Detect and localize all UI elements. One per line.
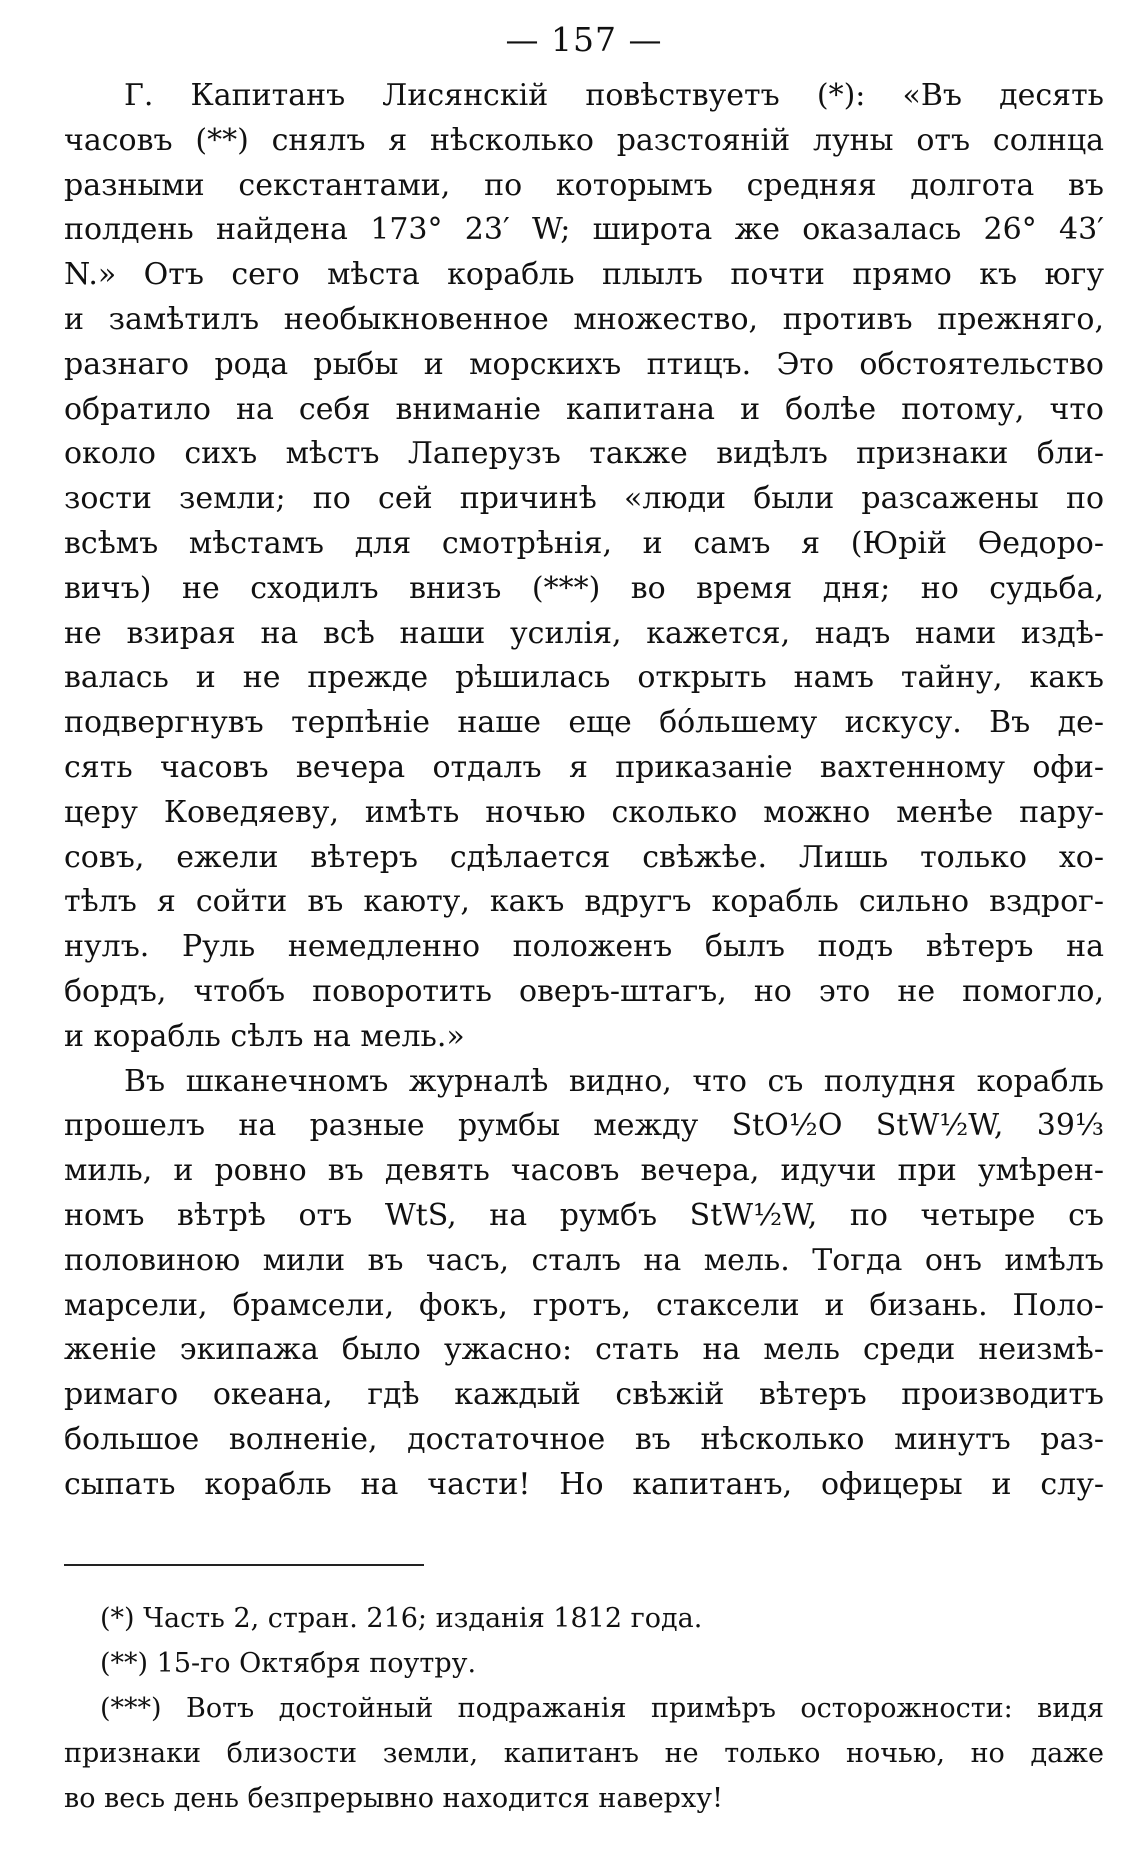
text-line: обратило на себя вниманіе капитана и болѣе потому, что — [64, 391, 1104, 427]
text-line: валась и не прежде рѣшилась открыть намъ тайну, какъ — [64, 660, 1104, 696]
footnote-divider — [64, 1564, 424, 1566]
text-line: N.» Отъ сего мѣста корабль плылъ почти прямо къ югу — [64, 257, 1104, 293]
text-line: и корабль сѣлъ на мель.» — [64, 1018, 465, 1054]
footnote-continuation: признаки близости земли, капитанъ не только ночью, но даже — [64, 1737, 1104, 1769]
page-number: — 157 — — [505, 20, 663, 59]
text-line: сять часовъ вечера отдалъ я приказаніе вахтенному офи- — [64, 749, 1104, 785]
text-line: женіе экипажа было ужасно: стать на мель среди неизмѣ- — [64, 1332, 1104, 1368]
footnote: (**) 15-го Октября поутру. — [100, 1647, 477, 1679]
footnotes — [64, 1596, 1104, 1821]
footnote: (***) Вотъ достойный подражанія примѣръ осторожности: видя — [100, 1692, 1104, 1724]
text-line: прошелъ на разные румбы между StO½O StW½W, 39⅓ — [64, 1108, 1104, 1144]
footnote: (*) Часть 2, стран. 216; изданія 1812 года. — [100, 1602, 703, 1634]
text-line: половиною мили въ часъ, сталъ на мель. Тогда онъ имѣлъ — [64, 1242, 1104, 1278]
text-line: тѣлъ я сойти въ каюту, какъ вдругъ корабль сильно вздрог- — [64, 884, 1104, 920]
text-line: номъ вѣтрѣ отъ WtS, на румбъ StW½W, по четыре съ — [64, 1197, 1104, 1233]
text-line: около сихъ мѣстъ Лаперузъ также видѣлъ признаки бли- — [64, 436, 1104, 472]
text-line: полдень найдена 173° 23′ W; широта же оказалась 26° 43′ — [64, 212, 1104, 248]
text-line: марсели, брамсели, фокъ, гротъ, стаксели и бизань. Поло- — [64, 1287, 1104, 1323]
text-line: большое волненіе, достаточное въ нѣсколько минутъ раз- — [64, 1421, 1104, 1457]
paragraph-1 — [64, 74, 1104, 1060]
text-line: нулъ. Руль немедленно положенъ былъ подъ вѣтеръ на — [64, 929, 1104, 965]
text-line: разными секстантами, по которымъ средняя долгота въ — [64, 167, 1104, 203]
text-line: часовъ (**) снялъ я нѣсколько разстояній луны отъ солнца — [64, 122, 1104, 158]
text-line: бордъ, чтобъ поворотить оверъ-штагъ, но это не помогло, — [64, 973, 1104, 1009]
text-line: римаго океана, гдѣ каждый свѣжій вѣтеръ производитъ — [64, 1377, 1104, 1413]
footnote-continuation: во весь день безпрерывно находится наверху! — [64, 1782, 723, 1814]
text-line: подвергнувъ терпѣніе наше еще бо́льшему искусу. Въ де- — [64, 705, 1104, 741]
text-line: и замѣтилъ необыкновенное множество, противъ прежняго, — [64, 301, 1104, 337]
text-line: вичъ) не сходилъ внизъ (***) во время дня; но судьба, — [64, 570, 1104, 606]
text-line: Г. Капитанъ Лисянскій повѣствуетъ (*): «Въ десять — [124, 78, 1104, 113]
text-line: всѣмъ мѣстамъ для смотрѣнія, и самъ я (Юрій Ѳедоро- — [64, 525, 1104, 561]
text-line: миль, и ровно въ девять часовъ вечера, идучи при умѣрен- — [64, 1153, 1104, 1189]
main-text — [64, 74, 1104, 1508]
text-line: разнаго рода рыбы и морскихъ птицъ. Это обстоятельство — [64, 346, 1104, 382]
text-line: не взирая на всѣ наши усилія, кажется, надъ нами издѣ- — [64, 615, 1104, 651]
book-page — [64, 18, 1104, 1848]
text-line: Въ шканечномъ журналѣ видно, что съ полудня корабль — [124, 1063, 1104, 1099]
text-line: сыпать корабль на части! Но капитанъ, офицеры и слу- — [64, 1466, 1104, 1502]
paragraph-2 — [64, 1060, 1104, 1508]
text-line: зости земли; по сей причинѣ «люди были разсажены по — [64, 481, 1104, 517]
text-line: совъ, ежели вѣтеръ сдѣлается свѣжѣе. Лишь только хо- — [64, 839, 1104, 875]
text-line: церу Коведяеву, имѣть ночью сколько можно менѣе пару- — [64, 794, 1104, 830]
